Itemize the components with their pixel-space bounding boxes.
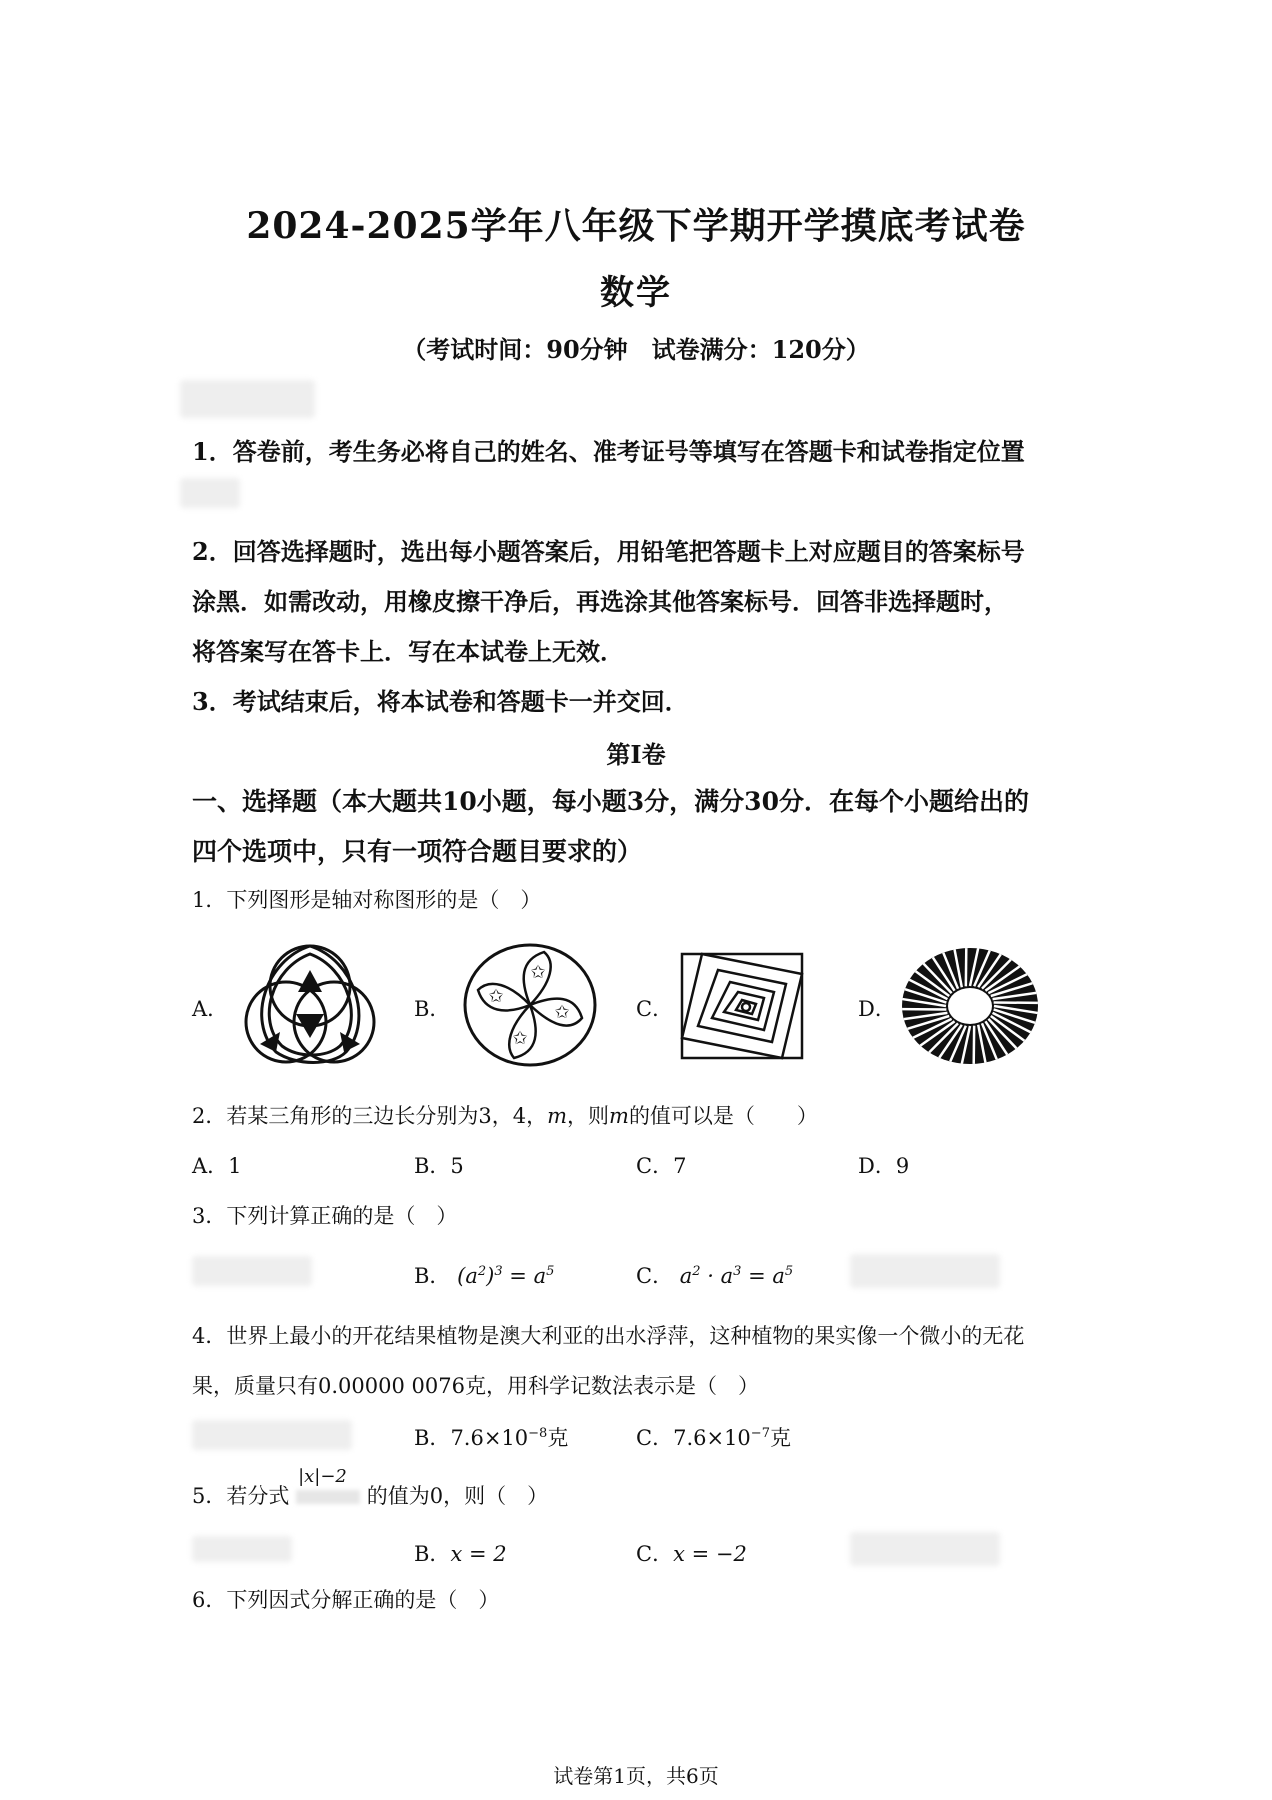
q5-stem-part-2: 的值为0，则（ ） [366,1484,549,1508]
q3-option-c [636,1260,793,1290]
q2-stem-part-3: 的值可以是（ ） [628,1104,818,1128]
question-6-stem: 6．下列因式分解正确的是（ ） [192,1588,500,1612]
subject-title: 数学 [600,273,672,313]
q4-option-a-redacted [192,1420,352,1450]
q2-variable-2: m [609,1104,629,1128]
q2-variable: m [547,1104,568,1128]
svg-text:✩: ✩ [488,986,504,1007]
q3-option-b-label: B． [414,1264,451,1288]
q5-option-b-value: x = 2 [450,1542,507,1566]
q2-option-c: C．7 [636,1154,687,1178]
question-1-stem: 1．下列图形是轴对称图形的是（ ） [192,888,542,912]
question-4-stem-line-2: 果，质量只有0.00000 0076克，用科学记数法表示是（ ） [192,1374,759,1398]
q2-stem-part-1: 2．若某三角形的三边长分别为3，4， [192,1104,548,1128]
exam-title: 2024-2025学年八年级下学期开学摸底考试卷 [246,205,1026,247]
redacted-block [180,380,315,418]
q3-option-a-redacted [192,1256,312,1286]
q4-option-c [636,1422,791,1452]
svg-text:✩: ✩ [530,962,546,983]
q4-option-b [414,1422,568,1452]
q5-option-c-value: x = −2 [673,1542,747,1566]
q2-stem-part-2: ，则 [567,1104,610,1128]
section-heading-cont: 四个选项中，只有一项符合题目要求的） [192,837,643,866]
q4-option-b-label: B． [414,1426,451,1450]
question-2-stem [192,1100,818,1130]
q5-option-a-redacted [192,1536,292,1562]
note-3: 3．考试结束后，将本试卷和答题卡一并交回． [192,687,689,716]
q3-option-c-label: C． [636,1264,674,1288]
section-heading: 一、选择题（本大题共10小题，每小题3分，满分30分．在每个小题给出的 [192,787,1029,816]
question-4-stem-line-1: 4．世界上最小的开花结果植物是澳大利亚的出水浮萍，这种植物的果实像一个微小的无花 [192,1324,1025,1348]
q5-option-b-label: B． [414,1542,451,1566]
q1-figure-a [236,940,384,1070]
volume-heading: 第I卷 [606,740,666,769]
q5-numerator: |x|−2 [298,1465,347,1487]
q3-option-b [414,1260,554,1290]
q1-figure-b [460,940,600,1070]
q4-option-b-mantissa: 7.6×10 [450,1426,529,1450]
q1-option-d-label: D． [858,997,896,1021]
q4-option-c-label: C． [636,1426,674,1450]
note-2-end: 将答案写在答卡上．写在本试卷上无效． [192,637,624,666]
q4-option-b-exponent: −8 [528,1426,548,1441]
q1-option-a-label: A． [192,997,229,1021]
note-2: 2．回答选择题时，选出每小题答案后，用铅笔把答题卡上对应题目的答案标号 [192,537,1025,566]
question-5-stem [192,1465,549,1510]
q4-option-c-mantissa: 7.6×10 [673,1426,751,1450]
q5-option-d-redacted [850,1532,1000,1566]
svg-text:✩: ✩ [554,1002,570,1023]
q2-option-b: B．5 [414,1154,464,1178]
q5-option-b [414,1538,507,1568]
q3-option-b-expr: $(a^2)^3 = a^5$ [457,1264,555,1288]
q4-option-c-exponent: −7 [750,1426,770,1441]
q5-fraction [296,1465,360,1508]
note-2-cont: 涂黑．如需改动，用橡皮擦干净后，再选涂其他答案标号．回答非选择题时， [192,587,1008,616]
q5-stem-part-1: 5．若分式 [192,1484,290,1508]
q4-option-b-unit: 克 [547,1426,569,1450]
q3-option-c-expr: $a^2 \cdot a^3 = a^5$ [679,1264,794,1288]
q2-option-d: D．9 [858,1154,910,1178]
q1-figure-d [900,946,1040,1066]
q1-option-b-label: B． [414,997,451,1021]
q5-denominator-redacted [296,1490,360,1504]
svg-text:✩: ✩ [512,1028,528,1049]
page-footer: 试卷第1页，共6页 [553,1764,719,1788]
q5-option-c-label: C． [636,1542,674,1566]
exam-info: （考试时间：90分钟 试卷满分：120分） [402,335,870,364]
q2-option-a: A．1 [192,1154,242,1178]
note-1: 1．答卷前，考生务必将自己的姓名、准考证号等填写在答题卡和试卷指定位置 [192,437,1025,466]
redacted-block [180,478,240,508]
q3-option-d-redacted [850,1254,1000,1288]
q4-option-c-unit: 克 [769,1426,791,1450]
q1-option-c-label: C． [636,997,674,1021]
question-3-stem: 3．下列计算正确的是（ ） [192,1204,458,1228]
q5-option-c [636,1538,747,1568]
q1-figure-c [680,952,804,1060]
